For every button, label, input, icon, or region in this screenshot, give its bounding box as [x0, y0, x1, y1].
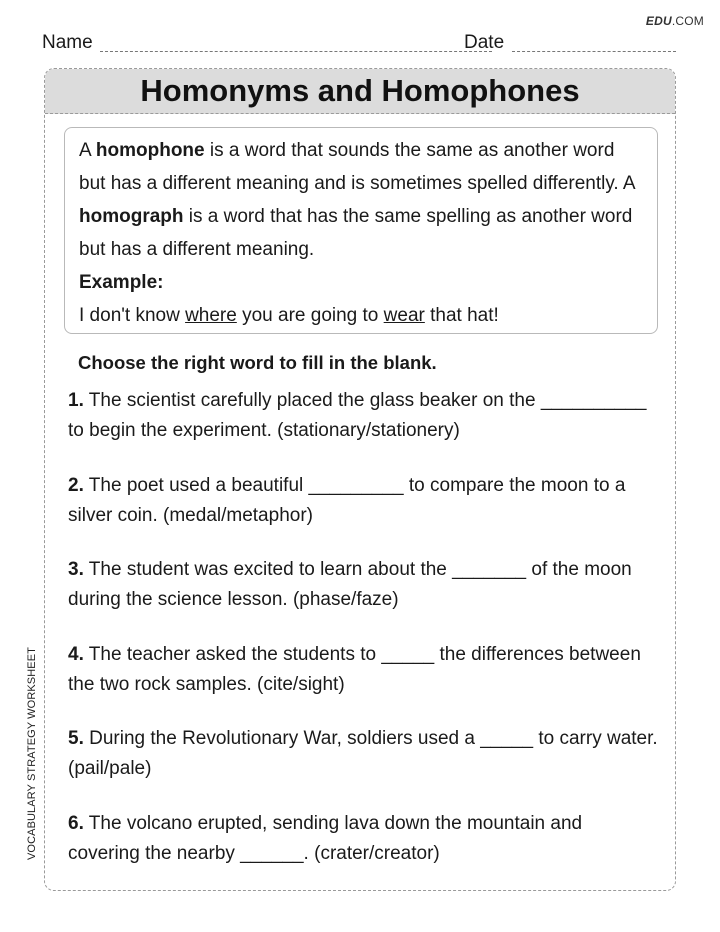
question-4	[68, 640, 658, 725]
side-label: VOCABULARY STRATEGY WORKSHEET	[26, 647, 38, 860]
def-text-c: is a word that has the same spelling as another word but has a different meaning.	[79, 206, 633, 260]
def-text-b: is a word that sounds the same as another word but has a different meaning and is sometimes spelled differently. A	[79, 140, 635, 194]
name-date-row	[42, 32, 676, 54]
instruction: Choose the right word to fill in the blank.	[78, 352, 437, 373]
question-text: The scientist carefully placed the glass beaker on the __________ to begin the experiment. (stationary/stationery)	[68, 390, 647, 441]
brand-rest: .COM	[671, 14, 704, 28]
question-3	[68, 555, 658, 640]
term-homophone: homophone	[95, 140, 205, 161]
name-label: Name	[42, 32, 93, 53]
question-number: 4.	[68, 643, 84, 665]
ex-word-wear: wear	[383, 305, 425, 326]
question-number: 1.	[68, 390, 84, 411]
brand-logo	[646, 14, 704, 28]
def-text-a: A	[79, 140, 96, 161]
term-homograph: homograph	[79, 206, 184, 227]
question-6	[68, 809, 658, 892]
question-number: 3.	[68, 559, 84, 580]
ex-text-b: you are going to	[236, 305, 384, 326]
question-5	[68, 724, 658, 809]
name-field[interactable]	[100, 51, 492, 52]
example-label-text: Example:	[79, 272, 164, 293]
question-text: The student was excited to learn about the _______ of the moon during the science lesson. (phase/faze)	[68, 559, 632, 610]
question-text: During the Revolutionary War, soldiers used a _____ to carry water. (pail/pale)	[68, 728, 658, 779]
question-text: The poet used a beautiful _________ to compare the moon to a silver coin. (medal/metaphor)	[68, 474, 626, 526]
brand-bold: EDU	[645, 14, 672, 28]
question-1	[68, 386, 658, 471]
question-text: The volcano erupted, sending lava down the mountain and covering the nearby ______. (crater/creator)	[68, 812, 583, 864]
ex-word-where: where	[185, 305, 237, 326]
question-text: The teacher asked the students to _____ the differences between the two rock samples. (cite/sight)	[68, 643, 641, 695]
definition-box	[64, 127, 658, 334]
question-list	[68, 386, 658, 891]
question-number: 2.	[68, 474, 84, 496]
date-label: Date	[464, 32, 505, 53]
example-label	[79, 266, 643, 299]
question-number: 5.	[68, 728, 84, 749]
question-number: 6.	[68, 812, 84, 834]
ex-text-c: that hat!	[424, 305, 499, 326]
question-2	[68, 471, 658, 556]
title-bar	[45, 69, 675, 114]
page-title: Homonyms and Homophones	[140, 73, 580, 108]
example-sentence	[79, 299, 643, 332]
definition-text	[79, 134, 643, 266]
ex-text-a: I don't know	[79, 305, 186, 326]
date-field[interactable]	[512, 51, 676, 52]
worksheet-card	[44, 68, 676, 891]
